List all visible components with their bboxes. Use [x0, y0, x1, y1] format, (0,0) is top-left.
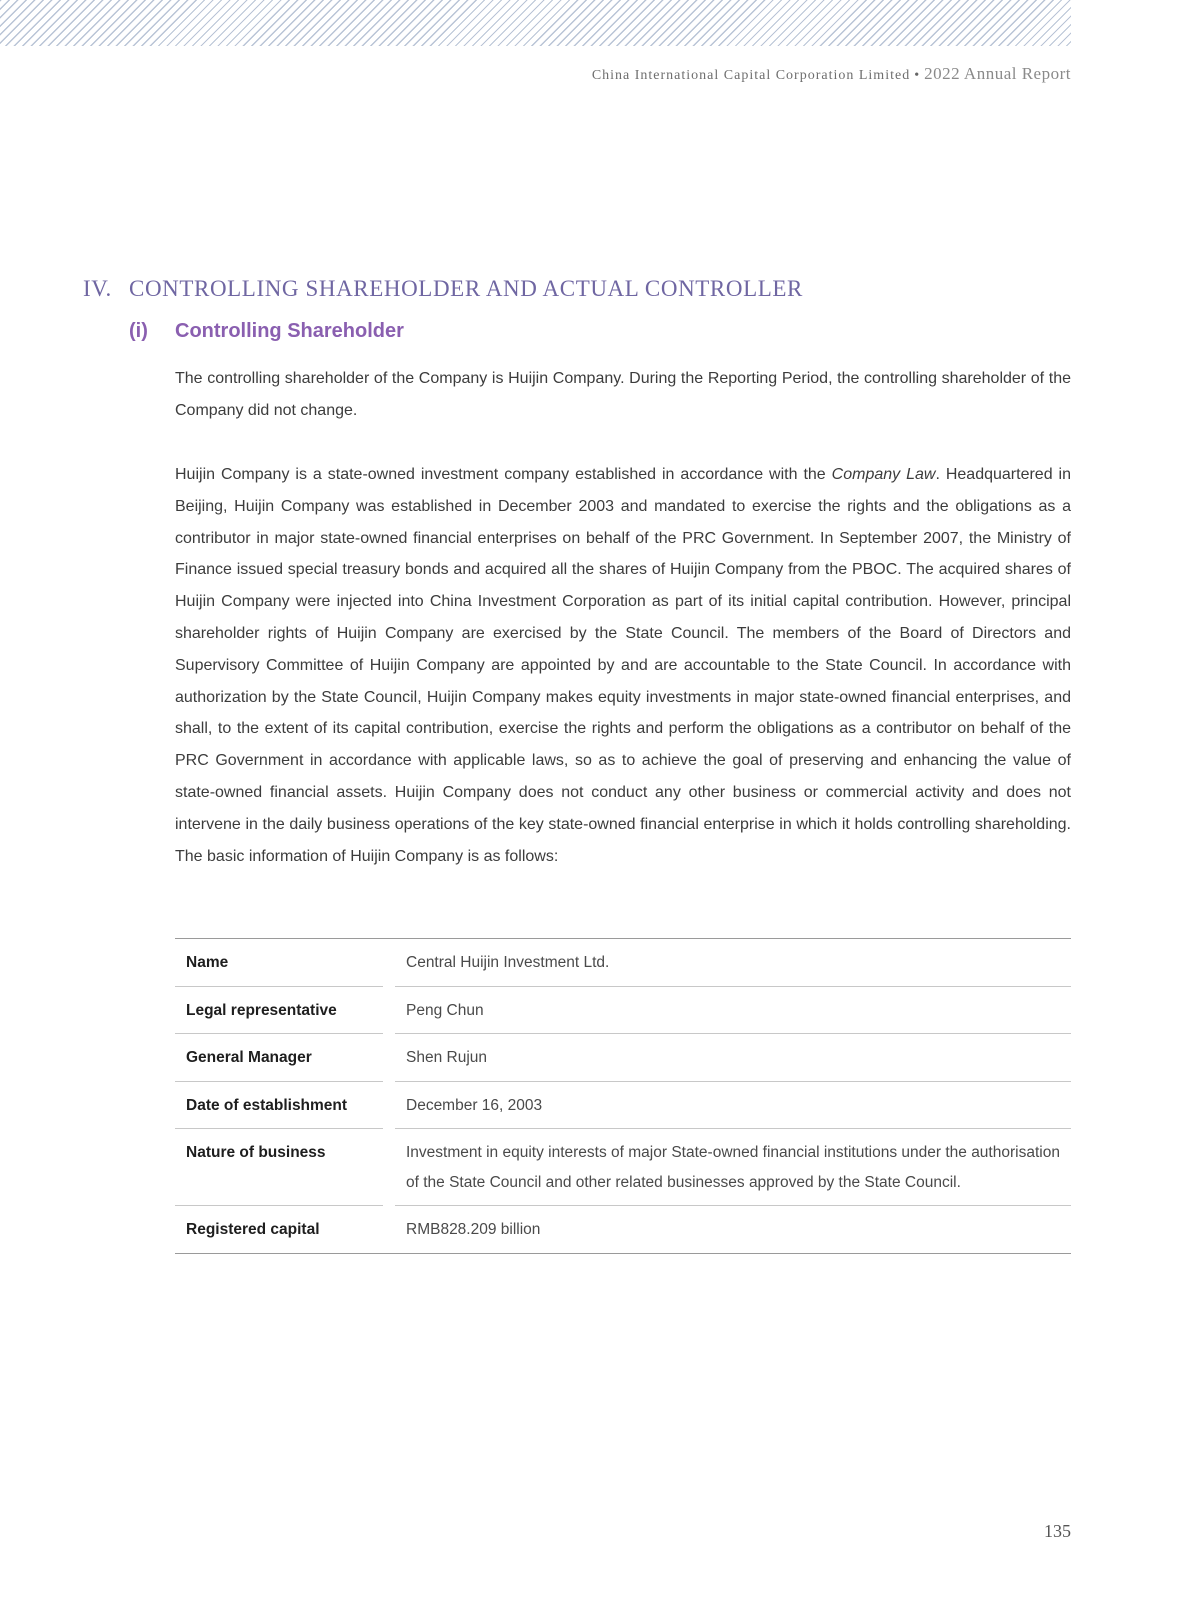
running-header — [592, 64, 1071, 84]
row-value: Shen Rujun — [406, 1049, 488, 1066]
row-value: December 16, 2003 — [406, 1096, 543, 1114]
row-label: Name — [186, 954, 229, 971]
page-number: 135 — [1044, 1521, 1071, 1541]
paragraph-huijin-intro: Huijin Company is a state-owned investment company established in accordance with the — [175, 466, 832, 483]
table-row — [175, 987, 1071, 1035]
subsection-title: Controlling Shareholder — [175, 320, 404, 342]
row-value: RMB828.209 billion — [406, 1221, 541, 1238]
header-report-title: 2022 Annual Report — [924, 64, 1071, 83]
row-value: Peng Chun — [406, 1001, 484, 1019]
row-label: Registered capital — [186, 1221, 320, 1238]
table-row — [175, 1034, 1071, 1082]
row-label: Legal representative — [186, 1001, 337, 1019]
paragraph-huijin-description — [175, 459, 1071, 872]
section-number: IV. — [83, 276, 112, 301]
section-heading — [83, 276, 803, 302]
table-row — [175, 1082, 1071, 1130]
company-law-italic: Company Law — [831, 466, 936, 483]
paragraph-controlling-shareholder: The controlling shareholder of the Company is Huijin Company. During the Reporting Period, the controlling shareholder of the Company did not change. — [175, 370, 1071, 419]
paragraph-huijin-rest: . Headquartered in Beijing, Huijin Company was established in December 2003 and mandated to exercise the rights and the obligations as a contributor in major state-owned financial enterprises on behalf of the PRC Government. In September 2007, the Ministry of Finance issued special treasury bonds and acquired all the shares of Huijin Company from the PBOC. The acquired shares of Huijin Company were injected into China Investment Corporation as part of its initial capital contribution. However, principal shareholder rights of Huijin Company are exercised by the State Council. The members of the Board of Directors and Supervisory Committee of Huijin Company are appointed by and are accountable to the State Council. In accordance with authorization by the State Council, Huijin Company makes equity investments in major state-owned financial enterprises, and shall, to the extent of its capital contribution, exercise the rights and perform the obligations as a contributor on behalf of the PRC Government in accordance with applicable laws, so as to achieve the goal of preserving and enhancing the value of state-owned financial assets. Huijin Company does not conduct any other business or commercial activity and does not intervene in the daily business operations of the key state-owned financial enterprise in which it holds controlling shareholding. The basic information of Huijin Company is as follows: — [175, 466, 1072, 865]
table-row — [175, 1206, 1071, 1253]
section-title: CONTROLLING SHAREHOLDER AND ACTUAL CONTROLLER — [129, 276, 803, 301]
row-label: Date of establishment — [186, 1096, 348, 1114]
decorative-header-band — [0, 0, 1071, 46]
table-row — [175, 939, 1071, 987]
huijin-basic-info-table — [175, 938, 1071, 1254]
header-separator: • — [914, 68, 921, 83]
table-row — [175, 1129, 1071, 1206]
subsection-number: (i) — [129, 320, 148, 342]
row-label: General Manager — [186, 1049, 312, 1066]
header-company-name: China International Capital Corporation Limited — [591, 68, 911, 83]
row-value: Investment in equity interests of major State-owned financial institutions under the authorisation of the State Council and other related businesses approved by the State Council. — [406, 1144, 1060, 1191]
subsection-heading — [129, 320, 404, 343]
row-value: Central Huijin Investment Ltd. — [406, 954, 610, 971]
row-label: Nature of business — [186, 1144, 326, 1161]
